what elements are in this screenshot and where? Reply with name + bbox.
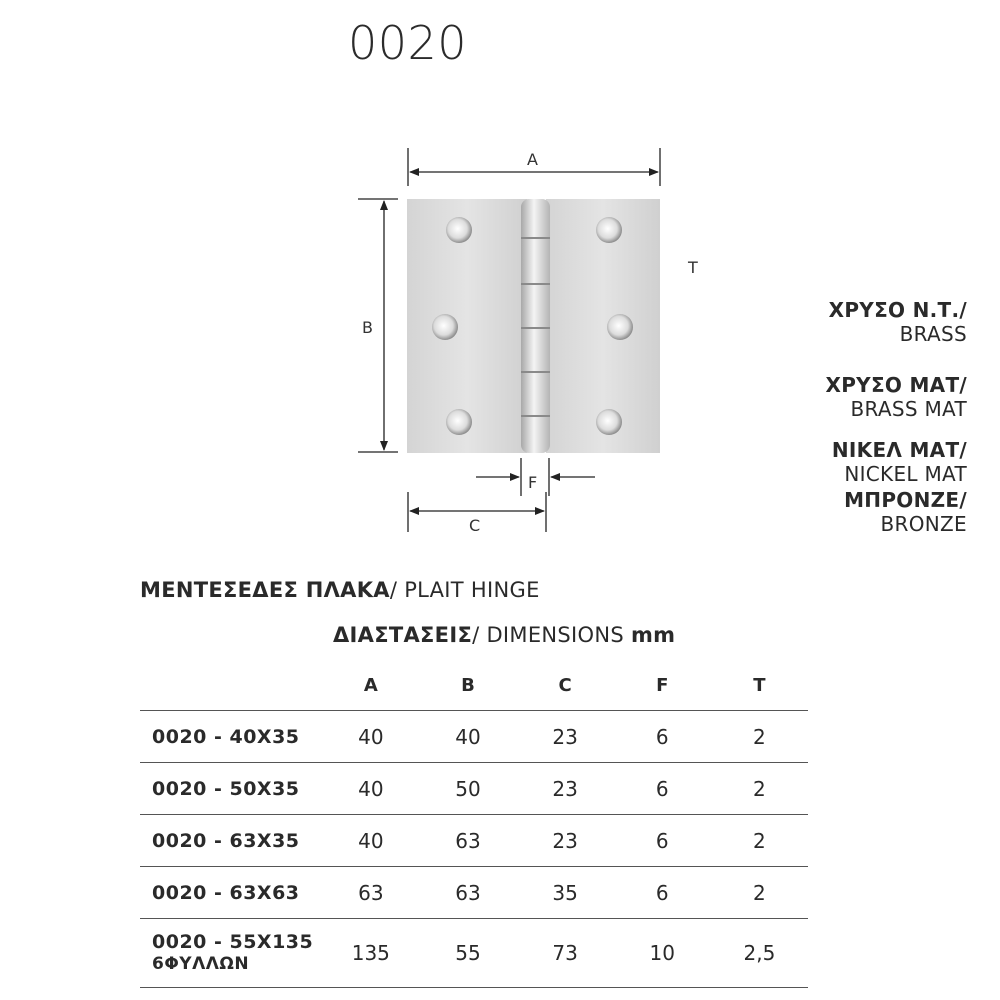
header-a: A [322,660,419,711]
finish-brass [829,298,967,346]
hinge-knuckle [521,199,550,453]
dimensions-heading [333,623,675,647]
value-cell-t: 2 [711,763,808,815]
model-name: 0020 - 55X135 [152,931,314,953]
dimensions-heading-english: / DIMENSIONS [472,623,624,647]
model-subtitle: 6ΦΥΛΛΩΝ [152,954,250,974]
model-cell: 0020 - 40X35 [140,711,322,763]
hinge-drawing [330,130,710,550]
value-cell-t: 2 [711,711,808,763]
value-cell-t: 2,5 [711,919,808,988]
header-b: B [419,660,516,711]
model-cell: 0020 - 63X35 [140,815,322,867]
table-row [140,711,808,763]
value-cell-a: 40 [322,815,419,867]
product-heading-english: / PLAIT HINGE [389,578,540,602]
dimension-label-f: F [528,473,538,492]
value-cell-c: 23 [517,763,614,815]
value-cell-a: 40 [322,711,419,763]
product-heading [140,578,540,602]
value-cell-b: 40 [419,711,516,763]
finish-english: BRASS MAT [850,397,967,421]
value-cell-f: 6 [614,815,711,867]
value-cell-a: 63 [322,867,419,919]
finish-greek: ΝΙΚΕΛ ΜΑΤ/ [831,438,967,462]
table-header-row [140,660,808,711]
header-t: T [711,660,808,711]
table-row [140,763,808,815]
dimensions-unit: mm [630,623,676,647]
value-cell-b: 50 [419,763,516,815]
table-row [140,815,808,867]
dimensions-table [140,660,808,988]
header-model [140,660,322,711]
header-c: C [517,660,614,711]
finish-english: NICKEL MAT [844,462,967,486]
model-cell [140,919,322,988]
value-cell-c: 73 [517,919,614,988]
model-cell: 0020 - 50X35 [140,763,322,815]
dimension-label-c: C [469,516,481,535]
dimensions-heading-greek: ΔΙΑΣΤΑΣΕΙΣ [333,623,473,647]
value-cell-t: 2 [711,867,808,919]
product-code-title: 0020 [348,16,468,70]
value-cell-c: 23 [517,815,614,867]
finish-english: BRONZE [880,512,967,536]
finish-greek: ΜΠΡΟΝΖΕ/ [844,488,967,512]
model-cell: 0020 - 63X63 [140,867,322,919]
finish-bronze [844,488,967,536]
value-cell-f: 6 [614,867,711,919]
value-cell-f: 6 [614,711,711,763]
value-cell-b: 63 [419,815,516,867]
finish-brass-mat [825,373,967,421]
value-cell-b: 63 [419,867,516,919]
value-cell-a: 40 [322,763,419,815]
value-cell-f: 6 [614,763,711,815]
dimension-label-a: A [527,150,538,169]
value-cell-t: 2 [711,815,808,867]
value-cell-b: 55 [419,919,516,988]
dimension-label-b: B [362,318,373,337]
header-f: F [614,660,711,711]
value-cell-a: 135 [322,919,419,988]
value-cell-f: 10 [614,919,711,988]
finish-english: BRASS [899,322,967,346]
table-row [140,919,808,988]
finish-nickel-mat [832,438,967,486]
finish-greek: ΧΡΥΣΟ Ν.Τ./ [828,298,967,322]
finish-greek: ΧΡΥΣΟ ΜΑΤ/ [825,373,967,397]
value-cell-c: 35 [517,867,614,919]
value-cell-c: 23 [517,711,614,763]
dimension-label-t: T [688,258,698,277]
table-row [140,867,808,919]
product-heading-greek: ΜΕΝΤΕΣΕΔΕΣ ΠΛΑΚΑ [140,578,390,602]
